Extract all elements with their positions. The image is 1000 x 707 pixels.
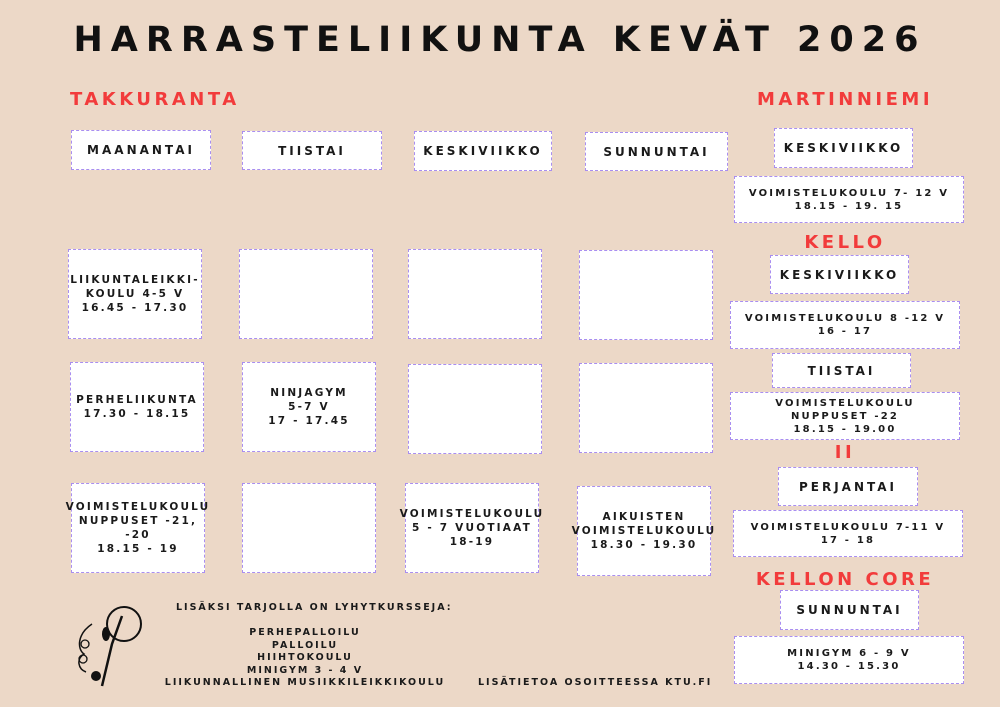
day-header: TIISTAI [242, 131, 382, 170]
footer-course: MINIGYM 3 - 4 V [246, 664, 364, 676]
session-line: VOIMISTELUKOULU 8 -12 V [744, 313, 946, 324]
session-line: 18.15 - 19 [97, 543, 179, 555]
session-line: VOIMISTELUKOULU [65, 501, 211, 513]
session-box [734, 176, 964, 223]
session-box [408, 249, 542, 339]
session-box [65, 483, 211, 573]
day-header: PERJANTAI [778, 467, 918, 506]
session-line: VOIMISTELUKOULU [571, 525, 717, 537]
session-line: PERHELIIKUNTA [76, 394, 198, 406]
location-title: MARTINNIEMI [756, 89, 934, 110]
session-line: 17 - 17.45 [268, 415, 350, 427]
footer-course-list [160, 627, 450, 690]
logo-icon [72, 604, 147, 690]
session-line: 18.15 - 19.00 [793, 423, 897, 435]
location-title: KELLON CORE [755, 569, 935, 590]
session-line: 16.45 - 17.30 [81, 302, 189, 314]
session-box [242, 362, 376, 452]
footer-course: HIIHTOKOULU [257, 652, 353, 663]
session-box [579, 363, 713, 453]
session-box [730, 392, 960, 440]
footer-info: LISÄTIETOA OSOITTEESSA KTU.FI [478, 677, 713, 688]
session-line: VOIMISTELUKOULU [399, 508, 545, 520]
footer-course: PERHEPALLOILU [249, 627, 361, 638]
session-box [571, 486, 717, 576]
day-header: MAANANTAI [71, 130, 211, 170]
session-line: 17.30 - 18.15 [83, 408, 191, 420]
session-line: 5-7 V [288, 401, 330, 413]
day-header: SUNNUNTAI [780, 590, 919, 630]
session-line: 18.15 - 19. 15 [794, 200, 904, 212]
session-line: VOIMISTELUKOULU 7- 12 V [748, 187, 950, 199]
session-box [68, 249, 202, 339]
session-line: AIKUISTEN [602, 511, 686, 523]
session-line: LIIKUNTALEIKKI- [70, 274, 200, 286]
day-header: TIISTAI [772, 353, 911, 388]
session-line: NUPPUSET -21, -20 [78, 515, 198, 541]
session-box [399, 483, 545, 573]
location-takkuranta: TAKKURANTA [70, 89, 240, 110]
session-box [734, 636, 964, 684]
session-line: 5 - 7 VUOTIAAT [412, 522, 532, 534]
session-box [408, 364, 542, 454]
session-line: 18.30 - 19.30 [590, 539, 698, 551]
session-line: 16 - 17 [817, 326, 873, 337]
page-title: HARRASTELIIKUNTA KEVÄT 2026 [73, 20, 927, 60]
location-title: KELLO [804, 232, 886, 253]
session-line: NUPPUSET -22 [790, 410, 900, 422]
session-box [239, 249, 373, 339]
session-line: 17 - 18 [820, 534, 876, 546]
day-header: KESKIVIIKKO [774, 128, 913, 168]
session-box [579, 250, 713, 340]
day-header: KESKIVIIKKO [414, 131, 552, 171]
session-box [70, 362, 204, 452]
day-header: KESKIVIIKKO [770, 255, 909, 294]
session-box [733, 510, 963, 557]
footer-course: LIIKUNNALLINEN MUSIIKKILEIKKIKOULU [164, 677, 446, 688]
session-box [730, 301, 960, 349]
session-line: 14.30 - 15.30 [797, 661, 901, 672]
session-line: MINIGYM 6 - 9 V [787, 648, 911, 659]
session-line: KOULU 4-5 V [85, 288, 185, 300]
session-box [242, 483, 376, 573]
session-line: VOIMISTELUKOULU [775, 397, 915, 409]
day-header: SUNNUNTAI [585, 132, 728, 171]
session-line: NINJAGYM [270, 387, 348, 399]
footer-course: PALLOILU [271, 639, 339, 651]
footer-intro: LISÄKSI TARJOLLA ON LYHYTKURSSEJA: [176, 602, 453, 613]
location-title: II [834, 442, 856, 463]
session-line: VOIMISTELUKOULU 7-11 V [750, 521, 946, 533]
session-line: 18-19 [449, 536, 495, 548]
